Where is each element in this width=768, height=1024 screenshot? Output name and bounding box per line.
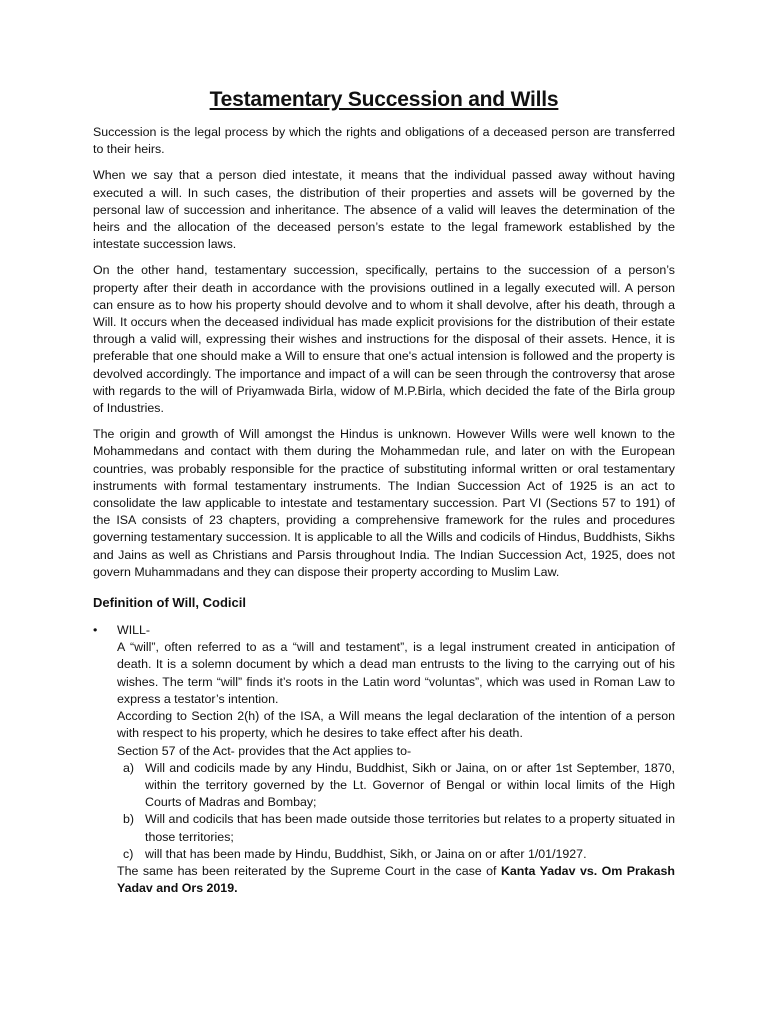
list-item-b bbox=[117, 811, 675, 845]
bullet-will bbox=[93, 622, 675, 897]
bullet-body bbox=[117, 622, 675, 897]
section-57-text: Section 57 of the Act- provides that the Act applies to- bbox=[117, 743, 412, 758]
paragraph-origin: The origin and growth of Will amongst the Hindus is unknown. However Wills were well known to the Mohammedans and contact with them during the Mohammedan rule, and later on with the European countries, was probably responsible for the practice of substituting informal written or oral testamentary instruments with formal testamentary instruments. The Indian Succession Act of 1925 is an act to consolidate the law applicable to intestate and testamentary succession. Part VI (Sections 57 to 191) of the ISA consists of 23 chapters, providing a comprehensive framework for the rules and procedures governing testamentary succession. It is applicable to all the Wills and codicils of Hindus, Buddhists, Sikhs and Jains as well as Christians and Parsis throughout India. The Indian Succession Act, 1925, does not govern Muhammadans and they can dispose their property according to Muslim Law. bbox=[93, 427, 675, 579]
list-item-a bbox=[117, 760, 675, 812]
bullet-head: WILL- bbox=[117, 623, 151, 638]
closing-sentence: The same has been reiterated by the Supreme Court in the case of bbox=[117, 863, 501, 878]
list-item-c bbox=[117, 846, 675, 863]
list-item-text: Will and codicils made by any Hindu, Buddhist, Sikh or Jaina, on or after 1st September, 1870, within the territory governed by the Lt. Governor of Bengal or within local limits of the High Courts of Madras and Bombay; bbox=[145, 760, 675, 810]
paragraph-succession: Succession is the legal process by which the rights and obligations of a deceased person are transferred to their heirs. bbox=[93, 125, 675, 157]
list-item-text: Will and codicils that has been made outside those territories but relates to a property situated in those territories; bbox=[145, 812, 675, 844]
paragraph-intestate: When we say that a person died intestate, it means that the individual passed away without having executed a will. In such cases, the distribution of their properties and assets will be governed by the personal law of succession and inheritance. The absence of a valid will leaves the determination of the heirs and the allocation of the deceased person’s estate to the legal framework established by the intestate succession laws. bbox=[93, 168, 675, 252]
closing-text bbox=[117, 863, 675, 897]
case-name: Kanta Yadav vs. Om Prakash Yadav and Ors 2019. bbox=[117, 863, 675, 896]
paragraph-testamentary: On the other hand, testamentary succession, specifically, pertains to the succession of a person’s property after their death in accordance with the provisions outlined in a legally executed will. A person can ensure as to how his property should devolve and to whom it shall devolve, after his death, through a Will. It occurs when the deceased individual has made explicit provisions for the distribution of their estate through a valid will, expressing their wishes and instructions for the disposal of their assets. Hence, it is preferable that one should make a Will to ensure that one's actual intension is followed and the property is devolved accordingly. The importance and impact of a will can be seen through the controversy that arose with regards to the will of Priyamwada Birla, widow of M.P.Birla, which decided the fate of the Birla group of Industries. bbox=[93, 263, 675, 416]
bullet-icon: • bbox=[93, 623, 98, 638]
document-page bbox=[93, 88, 675, 897]
document-title: Testamentary Succession and Wills bbox=[209, 88, 559, 111]
list-marker: a) bbox=[123, 760, 135, 775]
will-definition-text: A “will”, often referred to as a “will and testament”, is a legal instrument created in anticipation of death. It is a solemn document by which a dead man entrusts to the living to the carrying out of his wishes. The term “will” finds it’s roots in the Latin word “voluntas”, which was used in Roman Law to express a testator’s intention. bbox=[117, 640, 675, 706]
list-marker: c) bbox=[123, 846, 134, 861]
section-heading-definition: Definition of Will, Codicil bbox=[93, 595, 246, 611]
list-item-text: will that has been made by Hindu, Buddhist, Sikh, or Jaina on or after 1/01/1927. bbox=[145, 846, 587, 861]
section-2h-text: According to Section 2(h) of the ISA, a Will means the legal declaration of the intention of a person with respect to his property, which he desires to take effect after his death. bbox=[117, 709, 675, 741]
list-marker: b) bbox=[123, 812, 135, 827]
